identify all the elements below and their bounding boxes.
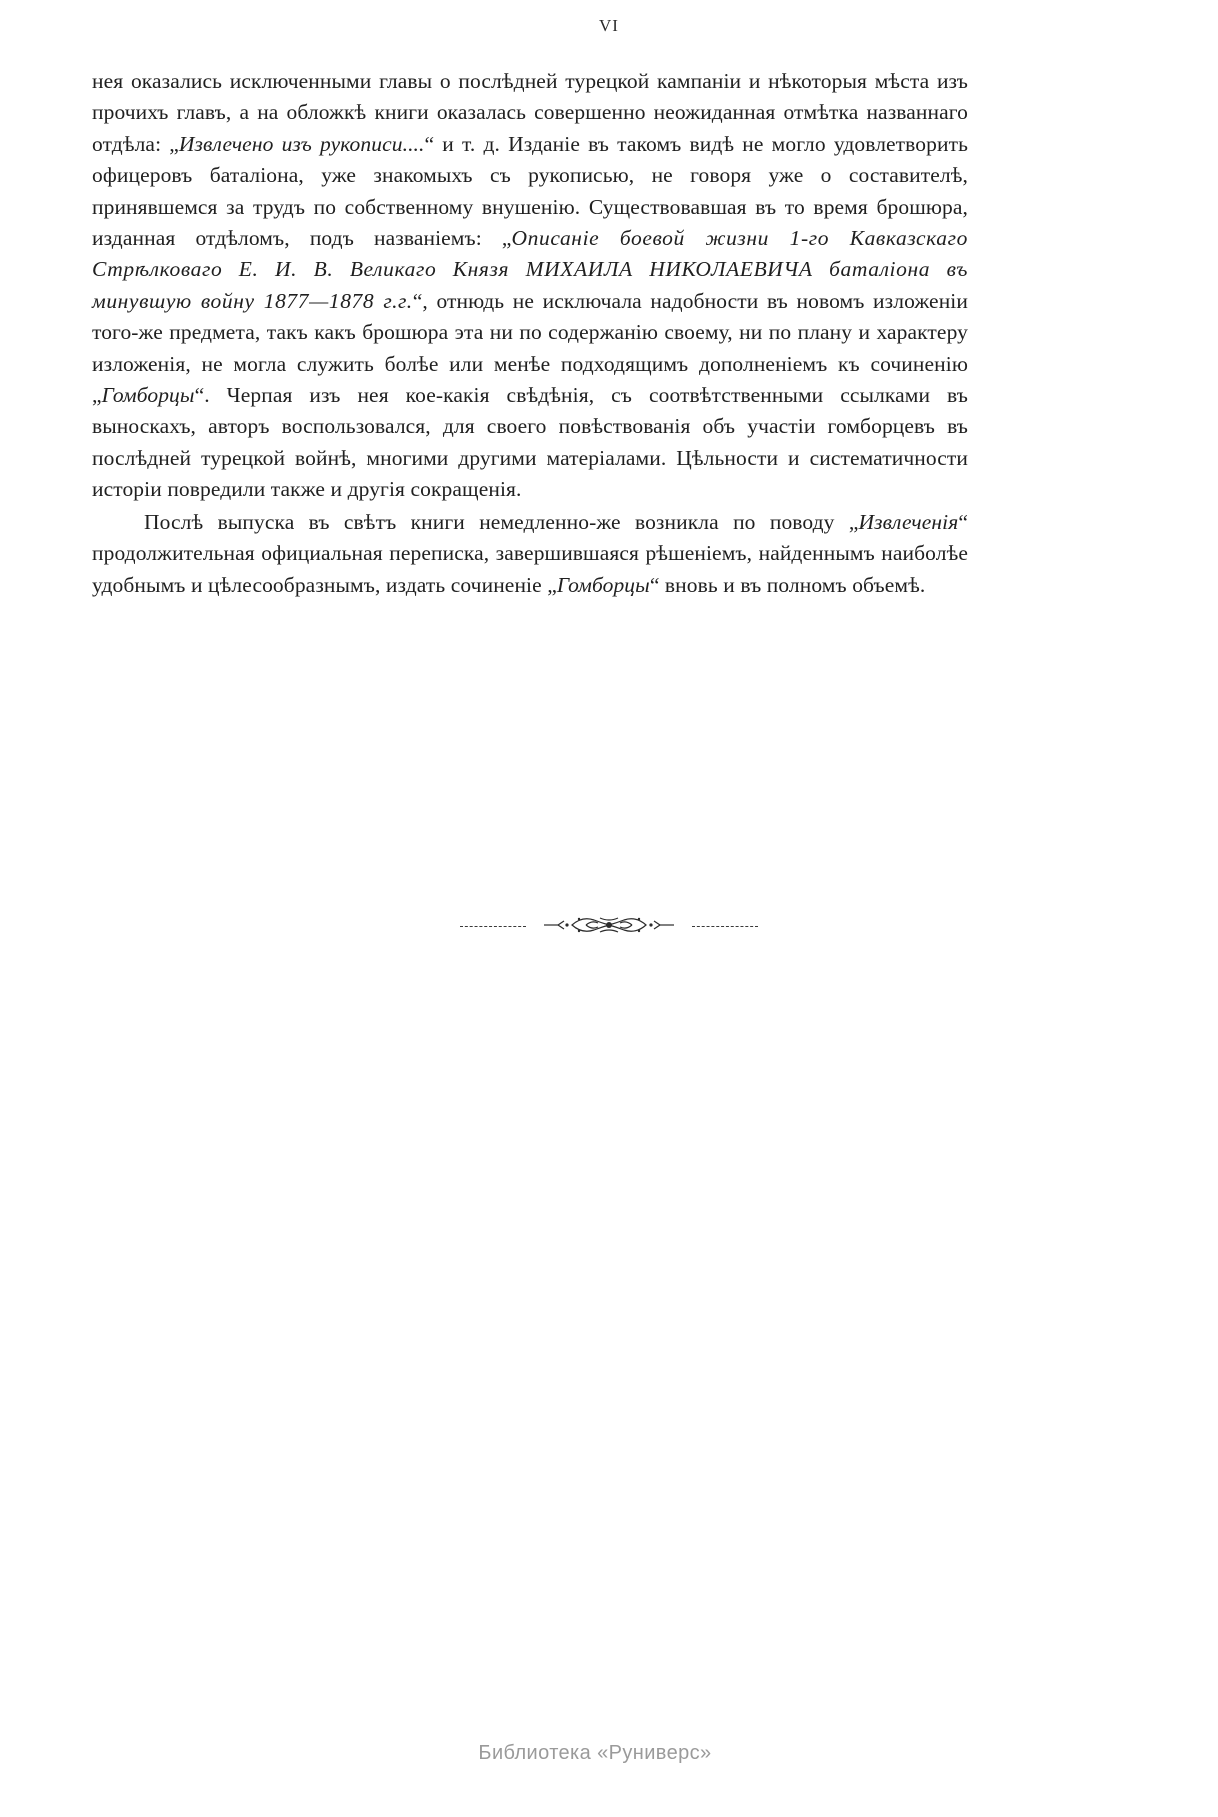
ornament-flourish xyxy=(534,912,684,942)
body-text: нея оказались исключенными главы о послѣдней турецкой кампаніи и нѣкоторыя мѣста изъ прочихъ главъ, а на обложкѣ книги оказалась совершенно неожиданная отмѣтка названнаго отдѣла: „ xyxy=(92,69,968,156)
emphasis-text: Извлечено изъ рукописи.... xyxy=(178,131,425,156)
body-text: “, отнюдь не исключала надобности въ новомъ изложеніи того-же предмета, такъ какъ брошюра эта ни по содержанію своему, ни по плану и характеру изложенія, не могла служить болѣе или менѣе подходящимъ дополненіемъ къ сочиненію „ xyxy=(92,288,968,408)
ornament-rule-left xyxy=(460,926,526,928)
paragraph-1 xyxy=(92,66,968,506)
page-number: VI xyxy=(599,16,619,35)
emphasis-text: Описаніе боевой жизни 1-го Кавказскаго Стрѣлковаго Е. И. В. Великаго Князя МИХАИЛА НИКОЛАЕВИЧА баталіона въ минувшую войну 1877—1878 г.г. xyxy=(92,226,968,313)
paragraph-2 xyxy=(92,507,968,601)
emphasis-text: Гомборцы xyxy=(101,383,195,408)
body-text: Послѣ выпуска въ свѣтъ книги немедленно-же возникла по поводу „ xyxy=(144,509,859,534)
emphasis-text: Извлеченія xyxy=(858,509,959,534)
body-text: “ и т. д. Изданіе въ такомъ видѣ не могло удовлетворить офицеровъ баталіона, уже знакомыхъ съ рукописью, не говоря уже о составителѣ, принявшемся за трудъ по собственному внушенію. Существовавшая въ то время брошюра, изданная отдѣломъ, подъ названіемъ: „ xyxy=(92,131,968,251)
body-text: “ вновь и въ полномъ объемѣ. xyxy=(649,572,926,597)
emphasis-text: Гомборцы xyxy=(556,572,650,597)
body-text: “. Черпая изъ нея кое-какія свѣдѣнія, съ соотвѣтственными ссылками въ выноскахъ, авторъ воспользовался, для своего повѣствованія объ участіи гомборцевъ въ послѣдней турецкой войнѣ, многими другими матеріалами. Цѣльности и систематичности исторіи повредили также и другія сокращенія. xyxy=(92,383,968,502)
text-block xyxy=(92,66,968,601)
body-text: “ продолжительная официальная переписка, завершившаяся рѣшеніемъ, найденнымъ наиболѣе удобнымъ и цѣлесообразнымъ, издать сочиненіе „ xyxy=(92,509,968,597)
ornament-rule-right xyxy=(692,926,758,928)
library-watermark: Библиотека «Руниверс» xyxy=(478,1742,712,1764)
floral-divider-ornament xyxy=(0,912,1218,942)
